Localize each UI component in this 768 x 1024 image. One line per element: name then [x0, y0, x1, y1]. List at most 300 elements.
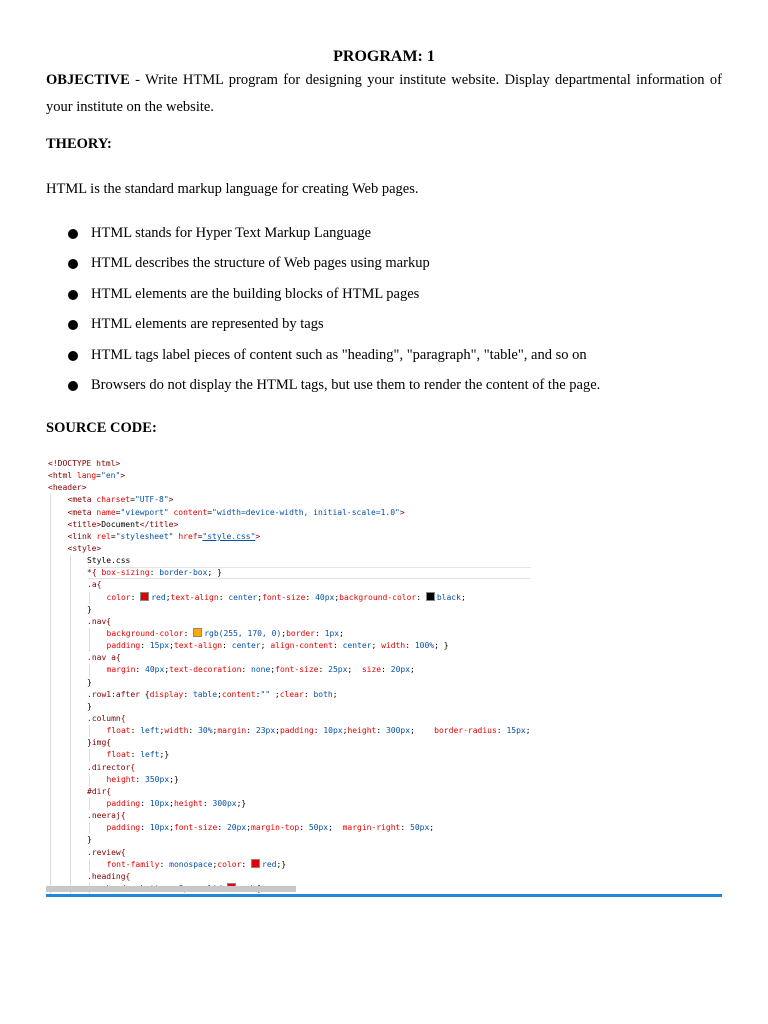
code-token: text-decoration: [169, 665, 242, 675]
code-line: [48, 555, 531, 567]
code-token: ;: [159, 726, 165, 736]
code-token: .director{: [87, 762, 136, 772]
code-token: background-color: [339, 592, 417, 602]
indent-guide: [89, 664, 90, 676]
code-line: [48, 652, 531, 664]
code-token: <style>: [67, 543, 102, 553]
code-line: [48, 749, 531, 761]
code-token: ;: [212, 726, 218, 736]
code-token: text-align: [170, 592, 219, 602]
indent-guide: [70, 725, 71, 737]
code-token: font-size: [262, 592, 306, 602]
code-token: rel: [96, 531, 111, 541]
indent-guide: [50, 592, 51, 604]
code-token: :: [159, 859, 170, 869]
intro-paragraph: HTML is the standard markup language for creating Web pages.: [46, 181, 419, 197]
indent-guide: [89, 749, 90, 761]
indent-guide: [50, 616, 51, 628]
code-token: display: [149, 689, 184, 699]
page-title: PROGRAM: 1: [333, 48, 435, 65]
code-token: content: [173, 507, 208, 517]
code-token: ; }: [434, 641, 449, 651]
indent-guide: [70, 798, 71, 810]
code-token: font-size: [275, 665, 319, 675]
indent-guide: [50, 543, 51, 555]
indent-guide: [70, 592, 71, 604]
code-token: :: [313, 726, 324, 736]
objective-text: - Write HTML program for designing your institute website. Display departmental information of your institute on the website.: [46, 72, 722, 115]
code-listing: [48, 458, 531, 895]
code-token: 25px: [328, 665, 348, 675]
code-token: :: [149, 568, 160, 578]
code-token: >: [120, 471, 126, 481]
code-token: ;: [275, 726, 280, 736]
code-token: }: [87, 835, 92, 845]
indent-guide: [50, 713, 51, 725]
code-token: "style.css": [202, 531, 256, 541]
code-token: :: [246, 726, 256, 736]
indent-guide: [70, 579, 71, 591]
code-line: [48, 847, 531, 859]
code-token: <header>: [48, 483, 87, 493]
indent-guide: [50, 749, 51, 761]
code-token: lang: [76, 471, 97, 481]
code-token: :: [381, 665, 391, 675]
code-token: .nav a{: [87, 653, 121, 663]
code-line: [48, 798, 531, 810]
code-token: 20px: [226, 823, 247, 833]
code-token: name: [96, 507, 116, 517]
code-token: border-radius: [434, 726, 497, 736]
bullet-text: HTML elements are the building blocks of HTML pages: [91, 285, 420, 302]
code-token: :: [241, 665, 252, 675]
indent-guide: [70, 689, 71, 701]
code-token: :: [299, 823, 309, 833]
code-token: Style.css: [87, 556, 131, 566]
indent-guide: [70, 652, 71, 664]
code-token: ;}: [169, 774, 179, 784]
indent-guide: [50, 834, 51, 846]
code-token: }: [87, 604, 92, 614]
indent-guide: [50, 871, 51, 883]
code-token: ;: [371, 641, 382, 651]
code-token: :: [241, 859, 252, 869]
code-line: [48, 871, 531, 883]
code-token: :: [188, 726, 199, 736]
code-token: ;: [332, 689, 338, 699]
code-line: [48, 689, 531, 701]
indent-guide: [70, 713, 71, 725]
code-token: float: [106, 750, 131, 760]
code-token: 23px: [255, 726, 276, 736]
bullet-text: HTML stands for Hyper Text Markup Language: [91, 225, 372, 241]
code-line: [48, 762, 531, 774]
code-token: ;: [328, 823, 343, 833]
code-token: height: [347, 726, 377, 736]
code-token: margin-right: [342, 823, 401, 833]
code-token: :: [135, 774, 146, 784]
code-token: ;: [334, 592, 340, 602]
code-token: float: [106, 726, 131, 736]
indent-guide: [70, 604, 71, 616]
code-token: 40px: [315, 592, 335, 602]
code-token: ;: [260, 641, 271, 651]
bullet-dot-icon: [68, 320, 78, 330]
bullet-list: [46, 224, 600, 406]
code-token: 10px: [323, 726, 343, 736]
code-token: "stylesheet": [115, 531, 179, 541]
code-token: font-family: [106, 859, 160, 869]
horizontal-scrollbar: [46, 886, 296, 892]
indent-guide: [70, 701, 71, 713]
indent-guide: [50, 701, 51, 713]
code-screenshot: [46, 452, 722, 897]
code-token: padding: [106, 798, 141, 808]
code-line: [48, 628, 531, 640]
code-token: :: [405, 641, 415, 651]
code-token: <link: [67, 531, 97, 541]
code-token: ; }: [207, 568, 222, 578]
code-token: :: [217, 823, 227, 833]
code-token: ;}: [276, 859, 287, 869]
color-swatch-icon: [426, 592, 435, 601]
code-token: margin: [217, 726, 247, 736]
indent-guide: [89, 592, 90, 604]
code-token: padding: [106, 823, 141, 833]
code-token: 300px: [385, 726, 411, 736]
code-line: [48, 482, 531, 494]
bullet-item: [46, 315, 600, 345]
indent-guide: [50, 664, 51, 676]
code-token: .neeraj{: [87, 811, 126, 821]
indent-guide: [50, 798, 51, 810]
indent-guide: [70, 567, 71, 579]
code-token: ;: [169, 798, 174, 808]
code-token: Document: [101, 519, 140, 529]
code-token: center: [342, 641, 372, 651]
indent-guide: [70, 810, 71, 822]
code-token: ;: [270, 665, 276, 675]
bullet-text: HTML tags label pieces of content such as "heading", "paragraph", "table", and so on: [91, 346, 587, 363]
code-token: ;: [429, 823, 435, 833]
code-line: [48, 604, 531, 616]
code-line: [48, 834, 531, 846]
color-swatch-icon: [251, 859, 260, 868]
code-token: =: [110, 531, 116, 541]
code-token: center: [228, 592, 258, 602]
indent-guide: [70, 616, 71, 628]
code-line: [48, 616, 531, 628]
indent-guide: [50, 555, 51, 567]
code-token: 15px: [149, 641, 170, 651]
code-token: <meta: [67, 507, 97, 517]
code-token: "viewport": [120, 507, 174, 517]
code-token: 350px: [145, 774, 170, 784]
code-token: .heading{: [87, 871, 131, 881]
code-token: :: [318, 665, 329, 675]
code-token: red: [151, 592, 166, 602]
code-token: :: [315, 628, 325, 638]
code-line: [48, 822, 531, 834]
code-token: width: [164, 726, 189, 736]
indent-guide: [89, 725, 90, 737]
code-token: :: [130, 592, 141, 602]
code-token: size: [361, 665, 382, 675]
indent-guide: [50, 810, 51, 822]
code-token: 10px: [149, 798, 170, 808]
code-line: [48, 810, 531, 822]
code-token: :: [218, 592, 229, 602]
code-token: :: [183, 689, 193, 699]
code-token: ;: [246, 823, 252, 833]
code-line: [48, 592, 531, 604]
bullet-item: [46, 254, 600, 284]
code-line: [48, 494, 531, 506]
indent-guide: [50, 737, 51, 749]
code-token: content: [221, 689, 256, 699]
code-token: color: [106, 592, 131, 602]
indent-guide: [89, 628, 90, 640]
code-token: :: [400, 823, 411, 833]
code-token: .column{: [87, 713, 126, 723]
code-token: <title>: [67, 519, 102, 529]
code-token: ;: [525, 726, 531, 736]
code-line: [48, 531, 531, 543]
code-token: =: [130, 495, 135, 505]
bullet-dot-icon: [68, 259, 78, 269]
indent-guide: [89, 822, 90, 834]
code-token: left: [140, 750, 160, 760]
code-token: .review{: [87, 847, 126, 857]
code-token: color: [217, 859, 242, 869]
code-token: ;: [410, 665, 415, 675]
indent-guide: [50, 531, 51, 543]
code-token: ;}: [236, 798, 247, 808]
code-token: :: [376, 726, 386, 736]
code-token: "width=device-width, initial-scale=1.0": [212, 507, 400, 517]
indent-guide: [50, 640, 51, 652]
code-token: background-color: [106, 628, 184, 638]
code-line: [48, 507, 531, 519]
code-token: height: [173, 798, 203, 808]
code-token: >: [255, 531, 261, 541]
code-token: 20px: [390, 665, 411, 675]
code-token: ;: [165, 592, 171, 602]
code-token: margin-top: [251, 823, 300, 833]
code-token: >: [168, 495, 174, 505]
code-token: =: [197, 531, 203, 541]
indent-guide: [70, 847, 71, 859]
code-token: :: [332, 641, 343, 651]
indent-guide: [70, 677, 71, 689]
theory-heading: THEORY:: [46, 136, 112, 152]
code-token: ;: [342, 726, 348, 736]
indent-guide: [70, 859, 71, 871]
indent-guide: [50, 774, 51, 786]
code-line: [48, 701, 531, 713]
indent-guide: [70, 786, 71, 798]
code-token: 30%: [198, 726, 213, 736]
code-token: </title>: [139, 519, 179, 529]
code-token: font-size: [173, 823, 218, 833]
bullet-item: [46, 285, 600, 315]
indent-guide: [50, 689, 51, 701]
indent-guide: [50, 628, 51, 640]
code-token: 100%: [414, 641, 435, 651]
indent-guide: [50, 519, 51, 531]
source-code-heading: SOURCE CODE:: [46, 420, 157, 436]
indent-guide: [50, 786, 51, 798]
code-token: center: [231, 641, 261, 651]
code-token: "": [260, 689, 271, 699]
indent-guide: [50, 859, 51, 871]
indent-guide: [50, 494, 51, 506]
code-token: .a{: [87, 580, 102, 590]
code-token: none: [251, 665, 271, 675]
code-token: :: [130, 750, 141, 760]
code-token: {: [144, 689, 150, 699]
code-token: width: [381, 641, 406, 651]
indent-guide: [89, 774, 90, 786]
code-token: charset: [96, 495, 131, 505]
code-token: }: [87, 677, 92, 687]
code-token: <meta: [67, 495, 97, 505]
bullet-item: [46, 376, 600, 406]
code-token: rgb(255, 170, 0): [204, 628, 282, 638]
indent-guide: [50, 847, 51, 859]
code-token: =: [207, 507, 213, 517]
code-token: padding: [106, 641, 141, 651]
code-token: :: [303, 689, 314, 699]
bullet-dot-icon: [68, 229, 78, 239]
code-token: <!DOCTYPE html>: [48, 459, 121, 468]
code-token: 1px: [324, 628, 340, 638]
code-line: [48, 579, 531, 591]
code-token: monospace: [169, 859, 213, 869]
code-token: >: [399, 507, 405, 517]
indent-guide: [50, 652, 51, 664]
code-token: ;: [460, 592, 466, 602]
code-line: [48, 774, 531, 786]
code-token: .row1:after: [87, 689, 145, 699]
indent-guide: [70, 640, 71, 652]
code-token: both: [313, 689, 333, 699]
code-token: box-sizing: [101, 568, 150, 578]
code-token: ;: [281, 628, 287, 638]
code-token: ;: [347, 665, 362, 675]
indent-guide: [89, 859, 90, 871]
code-token: ;: [410, 726, 435, 736]
color-swatch-icon: [193, 628, 202, 637]
code-token: :: [135, 665, 146, 675]
indent-guide: [89, 798, 90, 810]
code-token: :: [183, 628, 194, 638]
code-token: 50px: [410, 823, 430, 833]
code-token: #dir{: [87, 786, 112, 796]
code-token: :: [140, 798, 150, 808]
code-token: ;: [164, 665, 170, 675]
indent-guide: [50, 567, 51, 579]
objective-label: OBJECTIVE: [46, 72, 130, 88]
code-line: [48, 677, 531, 689]
indent-guide: [50, 677, 51, 689]
code-token: 10px: [149, 823, 170, 833]
code-token: :: [416, 592, 426, 602]
indent-guide: [70, 749, 71, 761]
indent-guide: [50, 507, 51, 519]
code-token: clear: [279, 689, 304, 699]
code-token: ;: [212, 859, 218, 869]
code-token: "UTF-8": [134, 495, 169, 505]
code-line: [48, 640, 531, 652]
code-token: table: [192, 689, 218, 699]
code-token: =: [115, 507, 121, 517]
code-token: ;: [169, 641, 174, 651]
code-token: ;: [270, 689, 280, 699]
code-token: height: [106, 774, 136, 784]
code-token: 40px: [145, 665, 165, 675]
indent-guide: [89, 640, 90, 652]
indent-guide: [70, 737, 71, 749]
code-token: :: [255, 689, 261, 699]
code-token: .nav{: [87, 616, 112, 626]
code-token: :: [140, 823, 150, 833]
code-token: border: [286, 628, 315, 638]
code-token: padding: [279, 726, 314, 736]
code-token: ;: [339, 628, 344, 638]
code-token: text-align: [173, 641, 223, 651]
code-token: align-content: [270, 641, 333, 651]
code-token: ;: [169, 823, 174, 833]
code-line: [48, 737, 531, 749]
indent-guide: [50, 579, 51, 591]
indent-guide: [70, 774, 71, 786]
bullet-dot-icon: [68, 381, 78, 391]
bullet-dot-icon: [68, 290, 78, 300]
code-line: [48, 543, 531, 555]
code-token: }: [87, 701, 92, 711]
code-token: <html: [48, 471, 77, 481]
code-token: img{: [91, 738, 112, 748]
code-token: "en": [101, 471, 121, 481]
code-line: [48, 470, 531, 482]
indent-guide: [70, 664, 71, 676]
code-line: [48, 725, 531, 737]
code-token: :: [140, 641, 150, 651]
code-line: [48, 786, 531, 798]
code-token: =: [96, 471, 101, 481]
indent-guide: [50, 604, 51, 616]
code-token: :: [202, 798, 213, 808]
code-token: black: [436, 592, 461, 602]
code-token: :: [305, 592, 316, 602]
code-token: *{: [87, 568, 102, 578]
indent-guide: [70, 871, 71, 883]
code-token: margin: [106, 665, 136, 675]
indent-guide: [70, 555, 71, 567]
bullet-text: HTML elements are represented by tags: [91, 316, 324, 333]
code-token: 300px: [212, 798, 237, 808]
code-token: :: [130, 726, 141, 736]
code-token: ;}: [159, 750, 170, 760]
code-token: 15px: [506, 726, 526, 736]
code-token: border-box: [159, 568, 208, 578]
color-swatch-icon: [140, 592, 149, 601]
indent-guide: [70, 822, 71, 834]
bullet-item: [46, 224, 600, 254]
indent-guide: [50, 822, 51, 834]
code-token: :: [496, 726, 507, 736]
